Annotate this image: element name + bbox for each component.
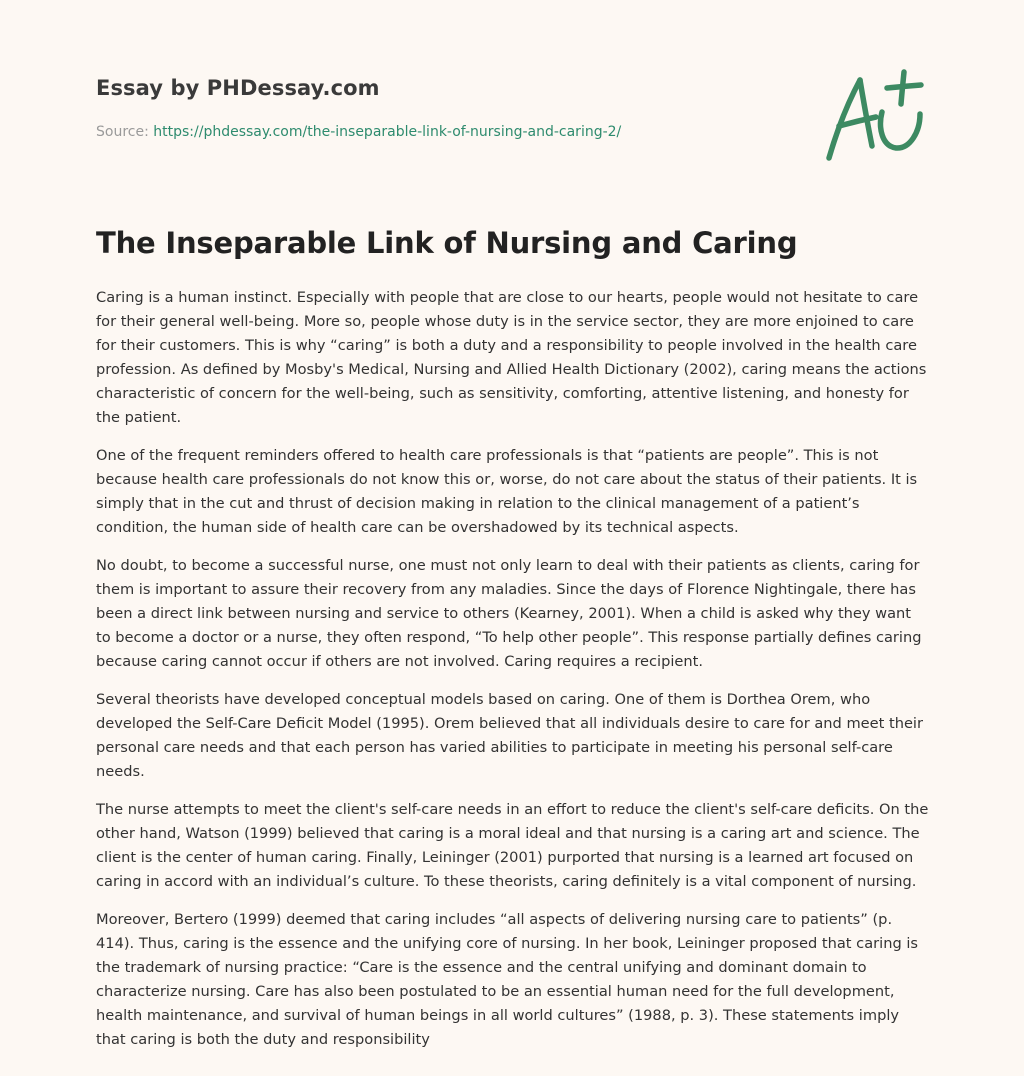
- article-paragraph: One of the frequent reminders offered to health care professionals is that “patients are people”. This is not because health care professionals do not know this or, worse, do not care about the status of their patients. It is simply that in the cut and thrust of decision making in relation to the clinical management of a patient’s condition, the human side of health care can be overshadowed by its technical aspects.: [96, 447, 918, 536]
- a-plus-logo-icon: [820, 68, 930, 164]
- source-link[interactable]: https://phdessay.com/the-inseparable-link-of-nursing-and-caring-2/: [153, 124, 622, 140]
- site-brand: Essay by PHDessay.com: [96, 76, 380, 100]
- article-paragraph: The nurse attempts to meet the client's self-care needs in an effort to reduce the client's self-care deficits. On the other hand, Watson (1999) believed that caring is a moral ideal and that nursing is a caring art and science. The client is the center of human caring. Finally, Leininger (2001) purported that nursing is a learned art focused on caring in accord with an individual’s culture. To these theorists, caring definitely is a vital component of nursing.: [96, 801, 929, 890]
- article-paragraph: Several theorists have developed conceptual models based on caring. One of them is Dorthea Orem, who developed the Self-Care Deficit Model (1995). Orem believed that all individuals desire to care for and meet their personal care needs and that each person has varied abilities to participate in meeting his personal self-care needs.: [96, 691, 923, 780]
- source-label: Source:: [96, 124, 154, 140]
- article-title: The Inseparable Link of Nursing and Caring: [96, 226, 798, 260]
- article-paragraph: Moreover, Bertero (1999) deemed that caring includes “all aspects of delivering nursing care to patients” (p. 414). Thus, caring is the essence and the unifying core of nursing. In her book, Leininger proposed that caring is the trademark of nursing practice: “Care is the essence and the central unifying and dominant domain to characterize nursing. Care has also been postulated to be an essential human need for the full development, health maintenance, and survival of human beings in all world cultures” (1988, p. 3). These statements imply that caring is both the duty and responsibility: [96, 911, 919, 1048]
- article-paragraph: Caring is a human instinct. Especially with people that are close to our hearts, people would not hesitate to care for their general well-being. More so, people whose duty is in the service sector, they are more enjoined to care for their customers. This is why “caring” is both a duty and a responsibility to people involved in the health care profession. As defined by Mosby's Medical, Nursing and Allied Health Dictionary (2002), caring means the actions characteristic of concern for the well-being, such as sensitivity, comforting, attentive listening, and honesty for the patient.: [96, 289, 927, 426]
- article-paragraph: No doubt, to become a successful nurse, one must not only learn to deal with their patients as clients, caring for them is important to assure their recovery from any maladies. Since the days of Florence Nightingale, there has been a direct link between nursing and service to others (Kearney, 2001). When a child is asked why they want to become a doctor or a nurse, they often respond, “To help other people”. This response partially defines caring because caring cannot occur if others are not involved. Caring requires a recipient.: [96, 557, 922, 670]
- article-body: [96, 286, 930, 1066]
- source-line: [96, 124, 621, 140]
